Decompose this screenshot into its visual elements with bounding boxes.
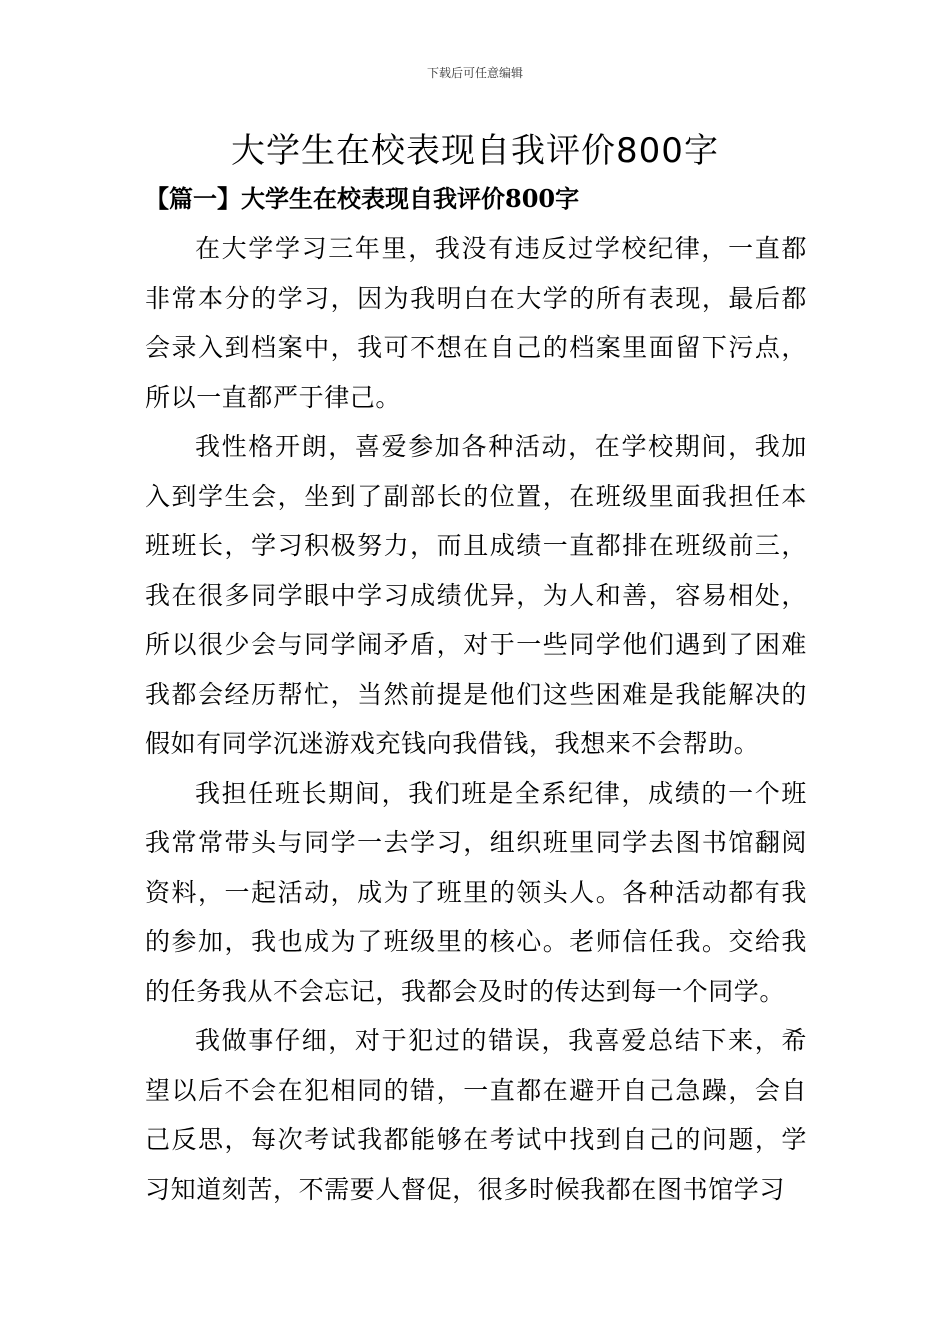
document-title: 大学生在校表现自我评价800字: [231, 131, 719, 171]
paragraph-2: 我性格开朗，喜爱参加各种活动，在学校期间，我加入到学生会，坐到了副部长的位置，在班级里面我担任本班班长，学习积极努力，而且成绩一直都排在班级前三，我在很多同学眼中学习成绩优异，为人和善，容易相处，所以很少会与同学闹矛盾，对于一些同学他们遇到了困难我都会经历帮忙，当然前提是他们这些困难是我能解决的假如有同学沉迷游戏充钱向我借钱，我想来不会帮助。: [145, 432, 807, 758]
paragraph-4: 我做事仔细，对于犯过的错误，我喜爱总结下来，希望以后不会在犯相同的错，一直都在避开自己急躁，会自己反思，每次考试我都能够在考试中找到自己的问题，学习知道刻苦，不需要人督促，很多时候我都在图书馆学习: [145, 1026, 807, 1204]
paragraph-3: 我担任班长期间，我们班是全系纪律，成绩的一个班我常常带头与同学一去学习，组织班里同学去图书馆翻阅资料，一起活动，成为了班里的领头人。各种活动都有我的参加，我也成为了班级里的核心。老师信任我。交给我的任务我从不会忘记，我都会及时的传达到每一个同学。: [145, 778, 807, 1006]
header-note: 下载后可任意编辑: [426, 66, 523, 80]
section-heading: 【篇一】大学生在校表现自我评价800字: [145, 184, 580, 213]
paragraph-1: 在大学学习三年里，我没有违反过学校纪律，一直都非常本分的学习，因为我明白在大学的所有表现，最后都会录入到档案中，我可不想在自己的档案里面留下污点，所以一直都严于律己。: [145, 234, 807, 412]
document-body: [145, 224, 807, 1214]
